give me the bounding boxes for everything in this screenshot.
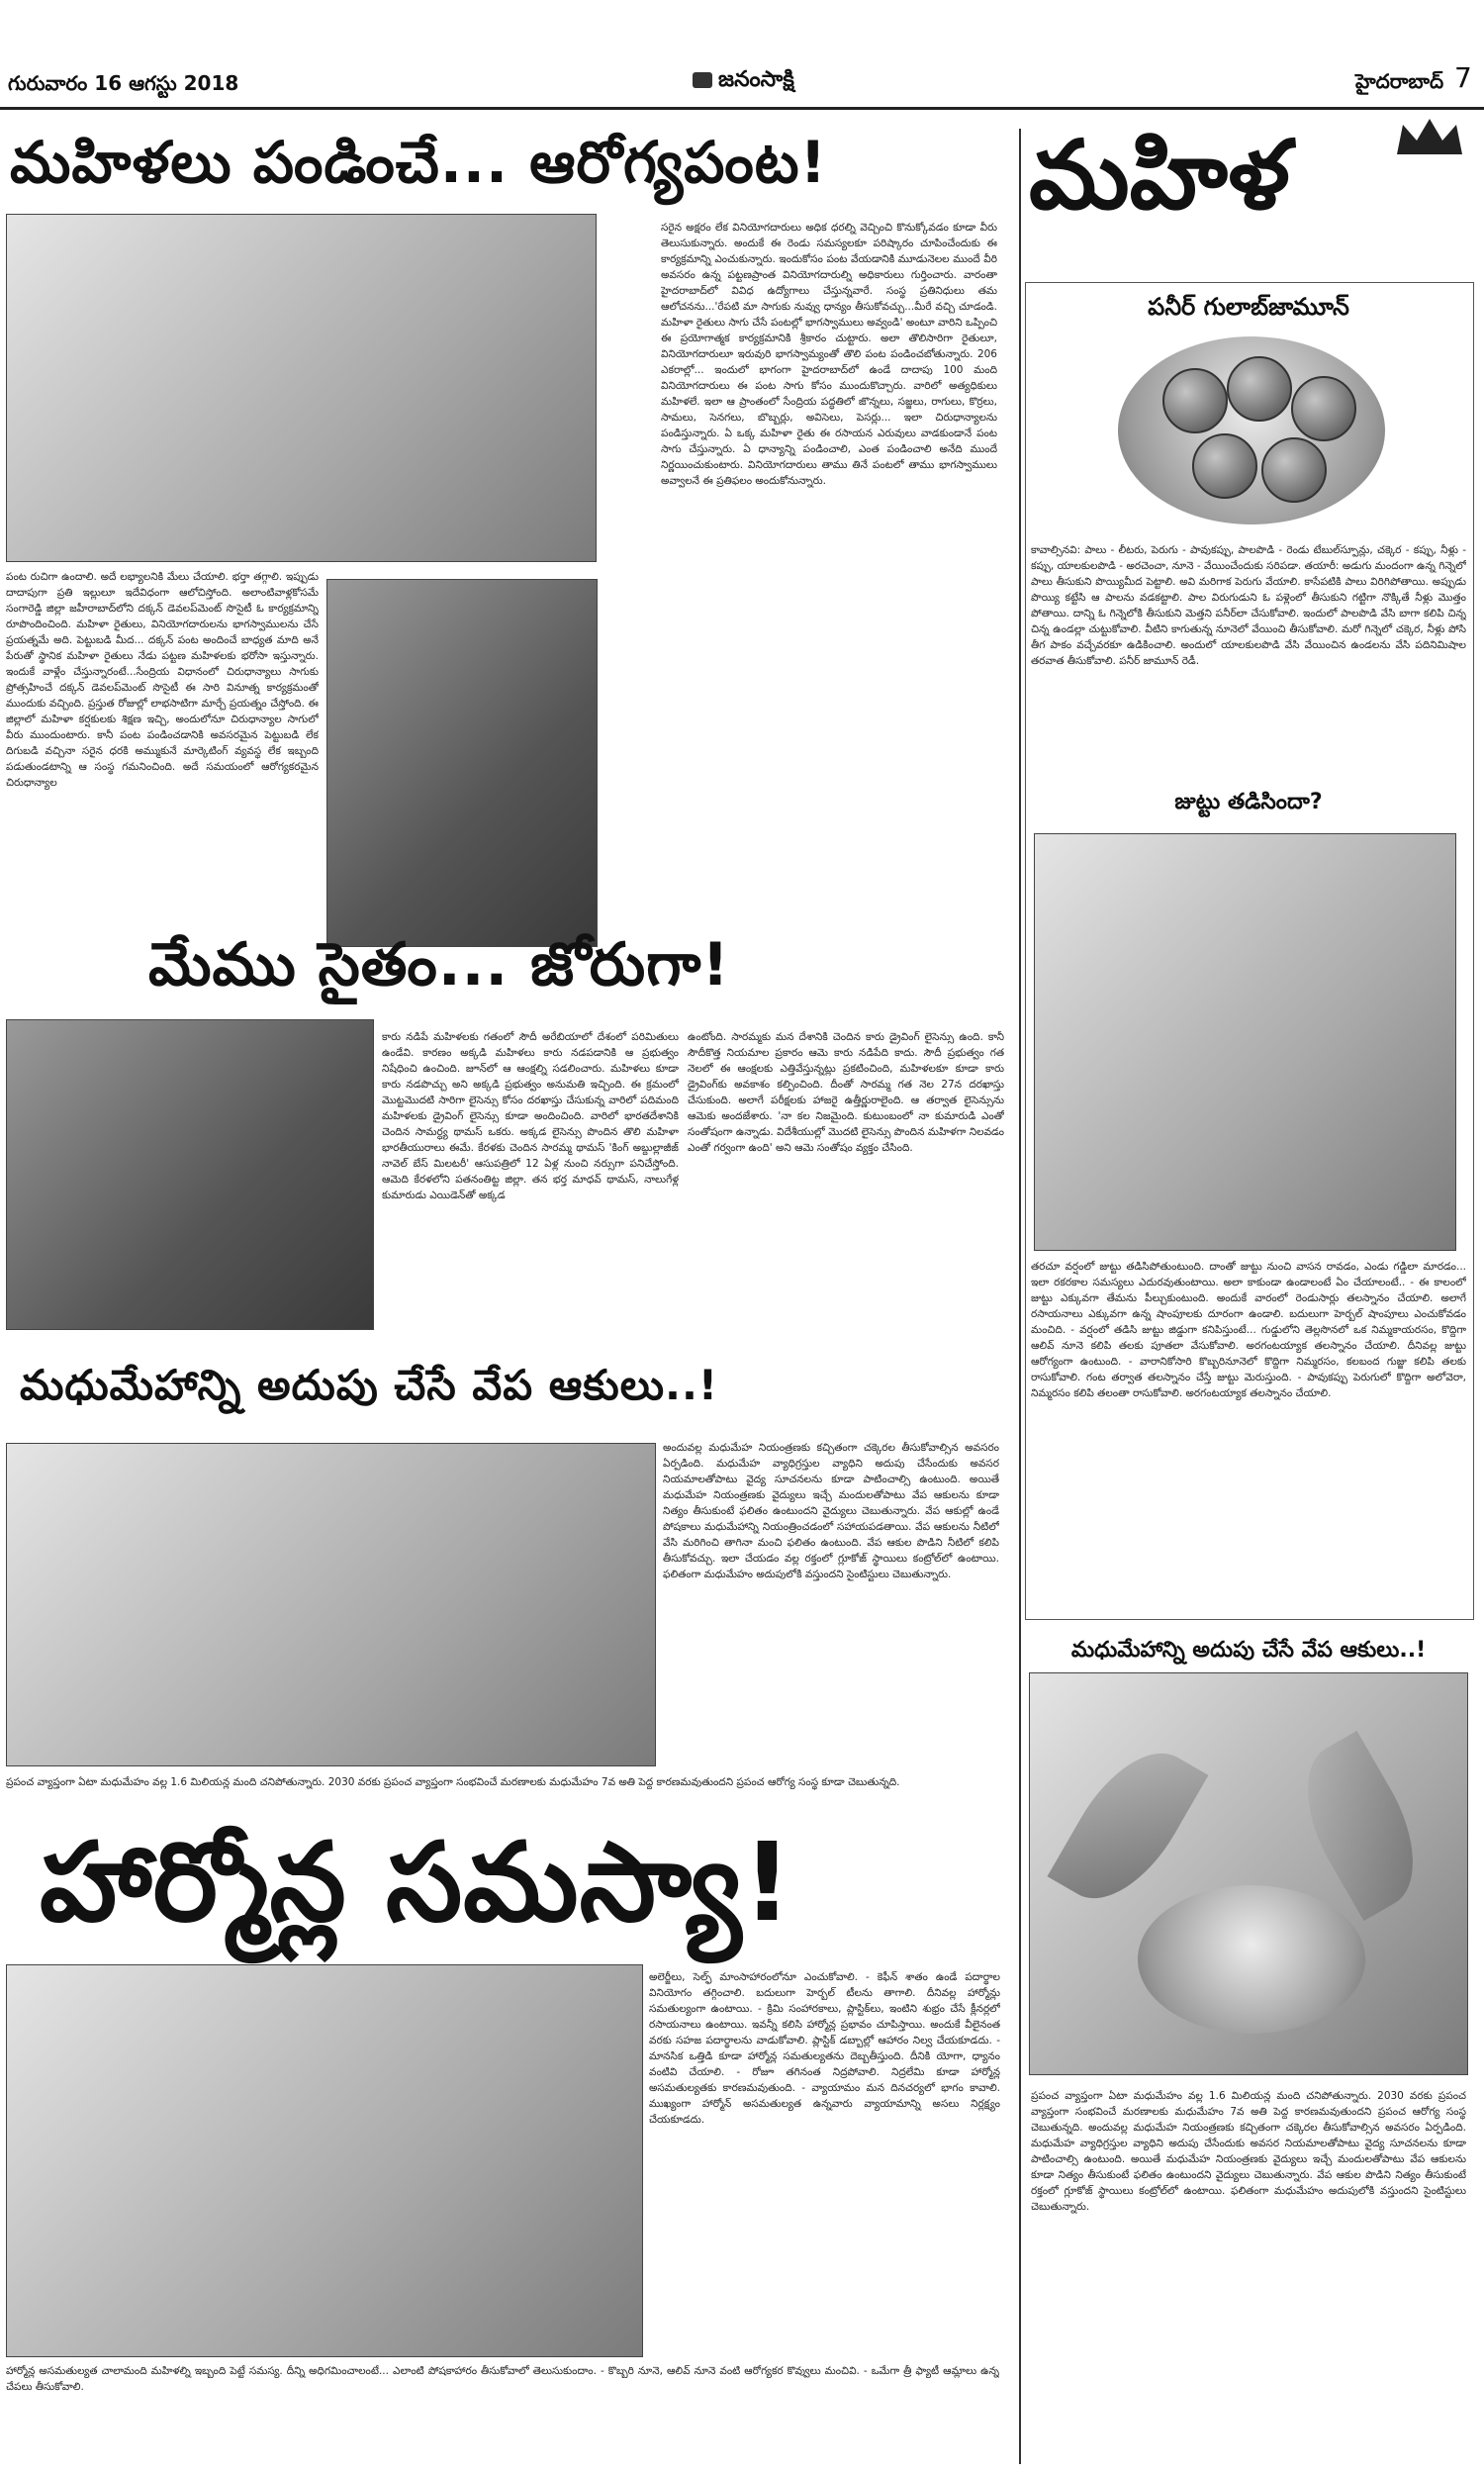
caption-hormone-problem: హార్మోన్ల అసమతుల్యత చాలామంది మహిళల్ని ఇబ్బంది పెట్టే సమస్య. దీన్ని అధిగమించాలంటే... ఎలాంటి పోషకాహారం తీసుకోవాలో తెలుసుకుందాం. - కొబ్బరి నూనె, ఆలివ్ నూనె వంటి ఆరోగ్యకర కొవ్వులు మంచివి. - ఒమేగా త్రీ ఫ్యాటీ ఆమ్లాలు ఉన్న చేపలు తీసుకోవాలి. [6,2365,999,2393]
headline-women-farming: మహిళలు పండించే... ఆరోగ్యపంట! [10,129,827,196]
sidebar-logo: మహిళ [1029,119,1290,231]
photo-woman-smiling [1034,833,1456,1251]
recipe-title: పనీర్ గులాబ్‌జామూన్ [1148,293,1349,321]
jamun-ball-5 [1261,437,1327,503]
brand-logo-icon [693,72,712,88]
newspaper-brand [693,67,794,97]
article-hormone-problem: అలెర్జీలు, సెల్ఫ్ మాంసాహారంలోనూ ఎంచుకోవాలి. - కెఫీన్ శాతం ఉండే పదార్థాల వినియోగం తగ్గించాలి. బదులుగా హెర్బల్ టీలను తాగాలి. దీనివల్ల హార్మోన్లు సమతుల్యంగా ఉంటాయి. - క్రిమి సంహారకాలు, ప్లాస్టిక్‌లు, ఇంటిని శుభ్రం చేసే క్లీనర్లలో రసాయనాలు ఉంటాయి. ఇవన్నీ కలిసి హార్మోన్ల ప్రభావం చూపిస్తాయి. అందుకే వీలైనంత వరకు సహజ పదార్థాలను వాడుకోవాలి. ప్లాస్టిక్ డబ్బాల్లో ఆహారం నిల్వ చేయకూడదు. - మానసిక ఒత్తిడి కూడా హార్మోన్ల సమతుల్యతను దెబ్బతీస్తుంది. దీనికి యోగా, ధ్యానం వంటివి చేయాలి. - రోజూ తగినంత నిద్రపోవాలి. నిద్రలేమి కూడా హార్మోన్ల అసమతుల్యతకు కారణమవుతుంది. - వ్యాయామం మన దినచర్యలో భాగం కావాలి. ముఖ్యంగా హార్మోన్ అసమతుల్యత ఉన్నవారు వ్యాయామాన్ని అసలు నిర్లక్ష్యం చేయకూడదు. [649,1971,1000,2126]
brand-name: జనంసాక్షి [718,67,794,92]
neem-title: మధుమేహాన్ని అదుపు చేసే వేప ఆకులు..! [1070,1638,1427,1663]
hair-title: జుట్టు తడిసిందా? [1174,790,1323,814]
article-women-driving-right: ఉంటోంది. సారమ్మకు మన దేశానికి చెందిన కారు డ్రైవింగ్ లైసెన్సు ఉంది. కానీ సౌదీకొత్త నియమాల ప్రకారం ఆమె కారు నడిపేది కాదు. సౌదీ ప్రభుత్వం గత నెలలో ఈ ఆంక్షలకు ఎత్తివేస్తున్నట్లు ప్రకటించింది, మహిళలకూ కూడా కారు డ్రైవింగ్‌కు అవకాశం కల్పించింది. దీంతో సారమ్మ గత నెల 27న దరఖాస్తు చేసుకుంది. అలాగే పరీక్షలకు హాజరై ఉత్తీర్ణురాలైంది. ఆ తర్వాత లైసెన్సును ఆమెకు అందజేశారు. 'నా కల నిజమైంది. కుటుంబంలో నా కుమారుడి ఎంతో సంతోషంగా ఉన్నాడు. విదేశీయుల్లో మొదటి లైసెన్సు పొందిన మహిళగా నిలవడం ఎంతో గర్వంగా ఉంది' అని ఆమె సంతోషం వ్యక్తం చేసింది. [688,1031,1004,1154]
article-women-farming-right: సరైన అక్షరం లేక వినియోగదారులు అధిక ధరల్ని వెచ్చించి కొనుక్కోవడం కూడా వీరు తెలుసుకున్నారు. అందుకే ఈ రెండు సమస్యలకూ పరిష్కారం చూపించేందుకు ఈ కార్యక్రమాన్ని ఎంచుకున్నారు. ఇందుకోసం పంట వేయడానికి మూడునెలల ముందే వీరి అవసరం ఉన్న పట్టణప్రాంత వినియోగదారుల్ని అధికారులు గుర్తించారు. వారంతా హైదరాబాద్‌లో వివిధ ఉద్యోగాలు చేస్తున్నవారే. సంస్థ ప్రతినిధులు తమ ఆలోచనను...'రేపటి మా సాగుకు నువ్వు ధాన్యం తీసుకోవచ్చు...మీరే వచ్చి చూడండి. మహిళా రైతులు సాగు చేసే పంటల్లో భాగస్వాములు అవ్వండి' అంటూ వారిని ఒప్పించి ఈ ప్రయోగాత్మక కార్యక్రమానికి శ్రీకారం చుట్టారు. అలా తొలిసారిగా రైతులూ, వినియోగదారులూ ఇరువురి భాగస్వామ్యంతో తొలి పంట పండించబోతున్నారు. 206 ఎకరాల్లో... ఇందులో భాగంగా హైదరాబాద్‌లో ఉండే దాదాపు 100 మంది వినియోగదారులు ఈ పంట సాగు కోసం ముందుకొచ్చారు. వారిలో అత్యధికులు మహిళలే. ఇలా ఆ ప్రాంతంలో సేంద్రియ పద్ధతిలో జొన్నలు, సజ్జలు, రాగులు, కొర్రలు, సామలు, సెనగలు, బొబ్బర్లు, అవిసెలు, పెసర్లు... ఇలా చిరుధాన్యాలను పండిస్తున్నారు. ఏ ఒక్క మహిళా రైతు ఈ రసాయన ఎరువులు వాడకుండానే పంట సాగు చేస్తున్నారు. ఏ ధాన్యాన్ని పండించాలి, ఎంత పండించాలి అనేది ముందే నిర్ణయించుకుంటారు. వినియోగదారులు తాము తినే పంటలో తాము భాగస్వాములు అవ్వాలనే ఈ ప్రతిఫలం అందుకోనున్నారు. [661,222,997,487]
photo-beet-juice [6,1443,656,1766]
headline-hormone-problem: హార్మోన్ల సమస్యా! [40,1819,793,1946]
neem-paste-bowl [1138,1885,1365,2034]
photo-woman-driving-car [6,1019,374,1330]
article-neem-diabetes: అందువల్ల మధుమేహ నియంత్రణకు కచ్చితంగా చక్కెరల తీసుకోవాల్సిన అవసరం ఏర్పడింది. మధుమేహ వ్యాధిగ్రస్తుల వ్యాధిని అదుపు చేసేందుకు అవసర నియమాలతోపాటు వైద్య సూచనలను కూడా పాటించాల్సి ఉంటుంది. అయితే మధుమేహ నియంత్రణకు వైద్యులు ఇచ్చే మందులతోపాటు వేప ఆకులను కూడా నిత్యం తీసుకుంటే ఫలితం ఉంటుందని వైద్యులు చెబుతున్నారు. వేప ఆకుల్లో ఉండే పోషకాలు మధుమేహాన్ని నియంత్రించడంలో సహాయపడతాయి. వేప ఆకులను నీటిలో వేసి మరిగించి తాగినా మంచి ఫలితం ఉంటుంది. వేప ఆకుల పొడిని నీటిలో కలిపి తీసుకోవచ్చు. ఇలా చేయడం వల్ల రక్తంలో గ్లూకోజ్ స్థాయిలు కంట్రోల్‌లో ఉంటాయి. ఫలితంగా మధుమేహం అదుపులోకి వస్తుందని సైంటిస్టులు చెబుతున్నారు. [663,1442,999,1580]
edition-city: హైదరాబాద్ [1355,69,1444,93]
hair-text: తరచూ వర్షంలో జుట్టు తడిసిపోతుంటుంది. దాంతో జుట్టు నుంచి వాసన రావడం, ఎండు గడ్డిలా మారడం... ఇలా రకరకాల సమస్యలు ఎదురవుతుంటాయి. అలా కాకుండా ఉండాలంటే ఏం చేయాలంటే.. - ఈ కాలంలో జుట్టు ఎక్కువగా తేమను పీల్చుకుంటుంది. అందుకే వారంలో రెండుసార్లు తలస్నానం చేయాలి. అలాగే రసాయనాలు ఎక్కువగా ఉన్న షాంపూలకు దూరంగా ఉండాలి. బదులుగా హెర్బల్ షాంపూలు ఎంచుకోవడం మంచిది. - వర్షంలో తడిసి జుట్టు జిడ్డుగా కనిపిస్తుంటే... గుడ్డులోని తెల్లసొనలో ఒక నిమ్మకాయరసం, కొద్దిగా ఆలివ్ నూనె కలిపి తలకు పూతలా వేసుకోవాలి. అరగంటయ్యాక తలస్నానం చేయాలి. దీనివల్ల జుట్టు ఆరోగ్యంగా ఉంటుంది. - వారానికోసారి కొబ్బరినూనెలో కొద్దిగా నిమ్మరసం, కలబంద గుజ్జు కలిపి తలకు రాసుకోవాలి. గంట తర్వాత తలస్నానం చేస్తే జుట్టు మెరుస్తుంది. - పావుకప్పు పెరుగులో కొద్దిగా అలోవెరా, నిమ్మరసం కలిపి తలంతా రాసుకోవాలి. అరగంటయ్యాక తలస్నానం చేయాలి. [1031,1261,1466,1399]
headline-neem-diabetes: మధుమేహాన్ని అదుపు చేసే వేప ఆకులు..! [20,1361,719,1409]
jamun-ball-3 [1291,376,1356,441]
photo-women-farmers-pair [326,579,598,947]
caption-neem-diabetes: ప్రపంచ వ్యాప్తంగా ఏటా మధుమేహం వల్ల 1.6 మిలియన్ల మంది చనిపోతున్నారు. 2030 వరకు ప్రపంచ వ్యాప్తంగా సంభవించే మరణాలకు మధుమేహం 7వ అతి పెద్ద కారణమవుతుందని ప్రపంచ ఆరోగ్య సంస్థ కూడా చెబుతున్నది. [6,1776,900,1788]
page-number: 7 [1454,61,1472,94]
crown-icon [1395,117,1464,156]
jamun-ball-4 [1192,433,1257,499]
issue-date: గురువారం 16 ఆగస్టు 2018 [8,71,239,95]
article-women-driving-left: కారు నడిపే మహిళలకు గతంలో సౌదీ అరేబియాలో దేశంలో పరిమితులు ఉండేవి. కారణం అక్కడి మహిళలు కారు నడపడానికి ఆ ప్రభుత్వం నిషేధించి ఉంచింది. జూన్‌లో ఆ ఆంక్షల్ని సడలించారు. మహిళలు కూడా కారు నడపొచ్చు అని అక్కడి ప్రభుత్వం అనుమతి ఇచ్చింది. ఈ క్రమంలో మొట్టమొదటి సారిగా లైసెన్సు కోసం దరఖాస్తు చేసుకున్న వారిలో పదిమంది మహిళలకు డ్రైవింగ్ లైసెన్సు కూడా అందించింది. వారిలో భారతదేశానికి చెందిన సామర్ధ్య థామస్ ఒకరు. అక్కడ లైసెన్సు పొందిన తొలి మహిళా భారతీయురాలు ఈమే. కేరళకు చెందిన సారమ్మ థామస్ 'కింగ్ అబ్దుల్లాజీజ్ నావెల్ బేస్ మిలటరీ' ఆసుపత్రిలో 12 ఏళ్ల నుంచి నర్సుగా పనిచేస్తోంది. ఆమెది కేరళలోని పతనంతిట్ట జిల్లా. తన భర్త మాధవ్ థామస్, నాలుగేళ్ల కుమారుడు ఎయిడెన్‌తో అక్కడ [382,1031,679,1201]
photo-women-farmers-group [6,214,597,562]
photo-healthy-foods [6,1964,643,2357]
neem-text: ప్రపంచ వ్యాప్తంగా ఏటా మధుమేహం వల్ల 1.6 మిలియన్ల మంది చనిపోతున్నారు. 2030 వరకు ప్రపంచ వ్యాప్తంగా సంభవించే మరణాలకు మధుమేహం 7వ అతి పెద్ద కారణమవుతుందని ప్రపంచ ఆరోగ్య సంస్థ చెబుతున్నది. అందువల్ల మధుమేహ నియంత్రణకు కచ్చితంగా చక్కెరల తీసుకోవాల్సిన అవసరం ఏర్పడింది. మధుమేహ వ్యాధిగ్రస్తుల వ్యాధిని అదుపు చేసేందుకు అవసర నియమాలతోపాటు వైద్య సూచనలను కూడా పాటించాల్సి ఉంటుంది. అయితే మధుమేహ నియంత్రణకు వైద్యులు ఇచ్చే మందులతోపాటు వేప ఆకులను కూడా నిత్యం తీసుకుంటే ఫలితం ఉంటుందని వైద్యులు చెబుతున్నారు. వేప ఆకుల పొడిని నిత్యం తీసుకుంటే రక్తంలో గ్లూకోజ్ స్థాయిలు కంట్రోల్‌లో ఉంటాయి. ఫలితంగా మధుమేహం అదుపులోకి వస్తుందని సైంటిస్టులు చెబుతున్నారు. [1031,2090,1466,2213]
headline-women-driving: మేము సైతం... జోరుగా! [148,930,730,1000]
article-women-farming-left: పంట రుచిగా ఉందాలి. అదే లభ్యాలనికి మేలు చేయాలి. భర్తా తగ్గాలి. ఇప్పుడు దాదాపుగా ప్రతి ఇల్లులూ ఇదేవిధంగా ఆలోచిస్తోంది. అలాంటివాళ్లకోసమే సంగారెడ్డి జిల్లా జహీరాబాద్‌లోని దక్కన్ డెవలప్‌మెంట్ సొసైటీ ఓ కార్యక్రమాన్ని రూపొందించింది. మహిళా రైతులు, వినియోగదారులను భాగస్వాములను చేసే ప్రయత్నమే అది. పెట్టుబడి మీద... దక్కన్ పంట అందించే బాధ్యత మాది అనే పేరుతో స్థానిక మహిళా రైతులు నేడు పట్టణ మహిళలకు భరోసా ఇస్తున్నారు. ఇందుకే వాళ్లేం చేస్తున్నారంటే...సేంద్రియ విధానంలో చిరుధాన్యాలు సాగుకు ప్రోత్సహించే దక్కన్ డెవలప్‌మెంట్ సొసైటీ ఈ సారి వినూత్న కార్యక్రమంతో ముందుకు వచ్చింది. ప్రస్తుత రోజుల్లో లాభసాటిగా మార్చే ప్రయత్నం చేస్తోంది. ఈ జిల్లాలో మహిళా కర్షకులకు శిక్షణ ఇచ్చి, అందులోనూ చిరుధాన్యాల సాగులో వీరు ముందుంటారు. కానీ పంట పండించడానికి అవసరమైన పెట్టుబడి లేక దిగుబడి వచ్చినా సరైన ధరకి అమ్ముకునే మార్కెటింగ్ వ్యవస్థ లేక ఇబ్బంది పడుతుండటాన్ని ఆ సంస్థ గమనించింది. అదే సమయంలో ఆరోగ్యకరమైన చిరుధాన్యాల [6,571,319,789]
jamun-ball-2 [1227,356,1292,422]
recipe-text: కావాల్సినవి: పాలు - లీటరు, పెరుగు - పావుకప్పు, పాలపొడి - రెండు టేబుల్‌స్పూన్లు, చక్కెర - కప్పు, నీళ్లు - కప్పు, యాలకులపొడి - అరచెంచా, నూనె - వేయించేందుకు సరిపడా. తయారీ: అడుగు మందంగా ఉన్న గిన్నెలో పాలు తీసుకుని పొయ్యిమీద పెట్టాలి. అవి మరిగాక పెరుగు వేయాలి. కాసేపటికి పాలు విరిగిపోతాయి. అప్పుడు పొయ్యి కట్టేసి ఆ పాలను వడకట్టాలి. పాల విరుగుడుని ఓ పళ్లెంలో తీసుకుని గట్టిగా నొక్కితే నీళ్లు మొత్తం పోతాయి. దాన్ని ఓ గిన్నెలోకి తీసుకుని మెత్తని పనీర్‌లా చేసుకోవాలి. ఇందులో పాలపొడి వేసి బాగా కలిపి చిన్న చిన్న ఉండల్లా చుట్టుకోవాలి. వీటిని కాగుతున్న నూనెలో వేయించి తీసుకోవాలి. మరో గిన్నెలో చక్కెర, నీళ్లు పోసి తీగ పాకం వచ్చేవరకూ ఉడికించాలి. అందులో యాలకులపొడి వేసి వేయించిన ఉండలను వేసి పదినిమిషాల తరవాత తీసుకోవాలి. పనీర్ జామూన్ రెడీ. [1031,544,1466,667]
jamun-ball-1 [1162,368,1228,433]
